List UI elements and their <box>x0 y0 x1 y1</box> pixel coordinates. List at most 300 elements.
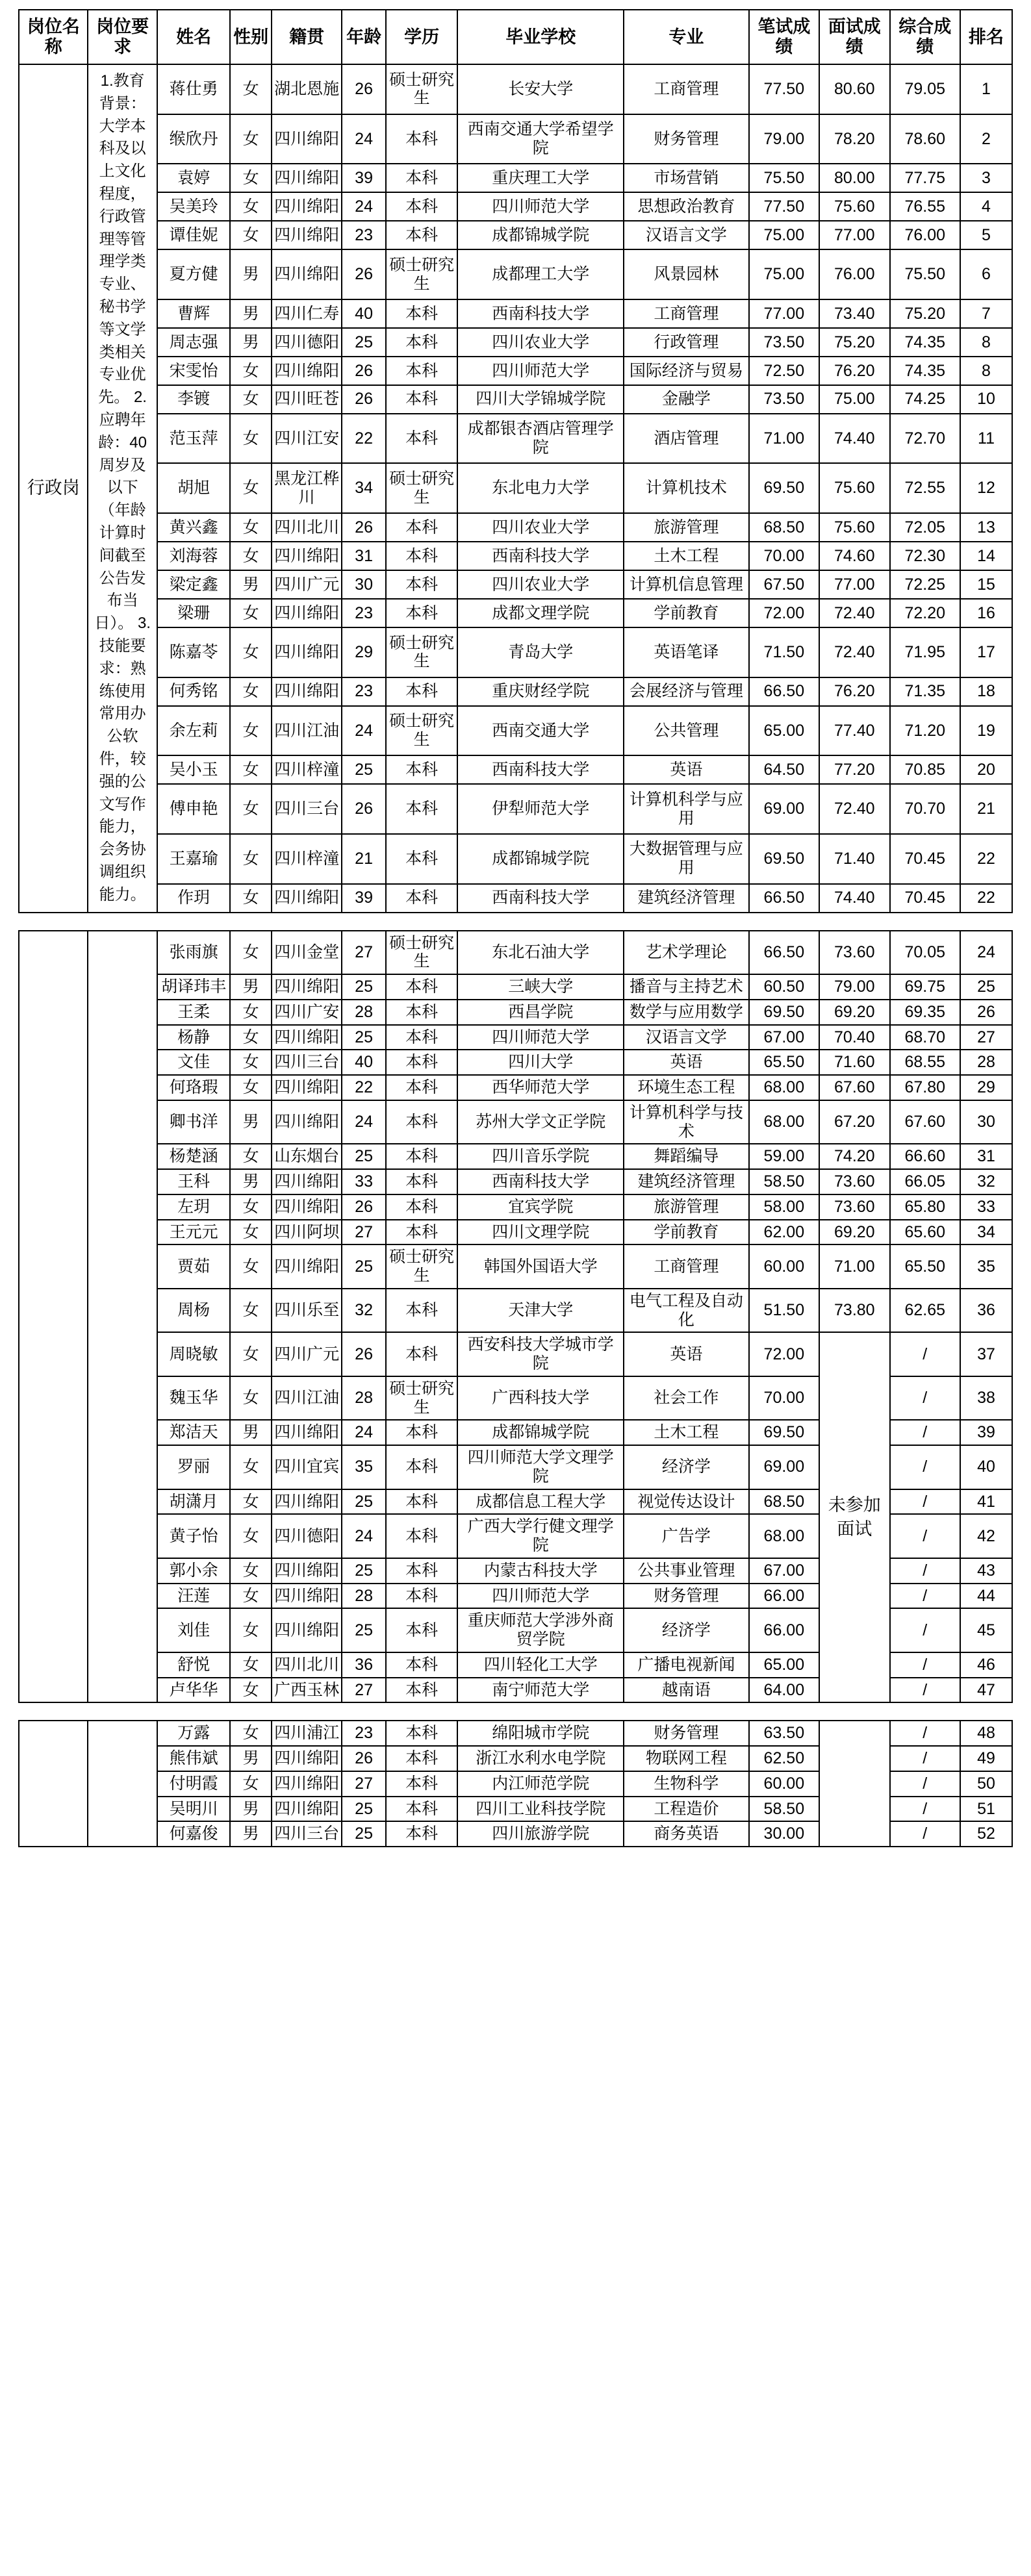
candidate-education: 本科 <box>386 1771 458 1797</box>
total-score: 74.35 <box>890 357 960 385</box>
written-score: 69.00 <box>749 784 819 834</box>
table-body-part2 <box>19 931 1012 1703</box>
candidate-age: 30 <box>342 570 386 599</box>
rank: 29 <box>960 1075 1012 1100</box>
candidate-education: 本科 <box>386 1821 458 1847</box>
candidate-education: 本科 <box>386 221 458 249</box>
table-row <box>19 328 1012 357</box>
candidate-age: 26 <box>342 1746 386 1771</box>
candidate-school: 成都文理学院 <box>457 599 624 627</box>
candidate-name: 缑欣丹 <box>157 114 231 164</box>
candidate-age: 26 <box>342 1332 386 1376</box>
candidate-major: 英语笔译 <box>624 627 748 677</box>
candidate-sex: 女 <box>230 1558 271 1584</box>
candidate-school: 四川工业科技学院 <box>457 1797 624 1822</box>
candidate-name: 文佳 <box>157 1050 231 1075</box>
table-row <box>19 1100 1012 1144</box>
candidate-name: 余左莉 <box>157 706 231 756</box>
candidate-origin: 四川绵阳 <box>272 1558 342 1584</box>
candidate-name: 魏玉华 <box>157 1376 231 1421</box>
candidate-major: 国际经济与贸易 <box>624 357 748 385</box>
candidate-sex: 女 <box>230 677 271 706</box>
rank: 27 <box>960 1025 1012 1050</box>
candidate-education: 硕士研究生 <box>386 249 458 299</box>
candidate-school: 四川师范大学 <box>457 357 624 385</box>
interview-score: 77.20 <box>819 755 889 784</box>
candidate-name: 李镀 <box>157 385 231 414</box>
candidate-major: 舞蹈编导 <box>624 1144 748 1169</box>
candidate-school: 西南科技大学 <box>457 542 624 570</box>
candidate-age: 26 <box>342 357 386 385</box>
candidate-name: 袁婷 <box>157 164 231 192</box>
candidate-school: 四川师范大学 <box>457 1584 624 1609</box>
candidate-name: 杨楚涵 <box>157 1144 231 1169</box>
candidate-age: 26 <box>342 513 386 542</box>
rank: 15 <box>960 570 1012 599</box>
candidate-origin: 四川北川 <box>272 513 342 542</box>
candidate-age: 25 <box>342 328 386 357</box>
candidate-age: 23 <box>342 599 386 627</box>
total-score: / <box>890 1608 960 1652</box>
total-score: / <box>890 1678 960 1703</box>
candidate-name: 黄子怡 <box>157 1514 231 1558</box>
candidate-school: 韩国外国语大学 <box>457 1244 624 1289</box>
written-score: 58.50 <box>749 1169 819 1194</box>
candidate-major: 播音与主持艺术 <box>624 974 748 1000</box>
written-score: 59.00 <box>749 1144 819 1169</box>
candidate-education: 本科 <box>386 114 458 164</box>
total-score: 62.65 <box>890 1289 960 1333</box>
rank: 7 <box>960 299 1012 328</box>
table-row <box>19 1721 1012 1746</box>
table-row <box>19 1289 1012 1333</box>
candidate-school: 天津大学 <box>457 1289 624 1333</box>
candidate-sex: 女 <box>230 463 271 513</box>
candidate-school: 四川农业大学 <box>457 328 624 357</box>
interview-score: 73.60 <box>819 1169 889 1194</box>
candidate-name: 杨静 <box>157 1025 231 1050</box>
candidate-sex: 女 <box>230 64 271 114</box>
header-rank: 排名 <box>960 10 1012 64</box>
rank: 44 <box>960 1584 1012 1609</box>
results-table-part1 <box>18 9 1013 913</box>
candidate-name: 周晓敏 <box>157 1332 231 1376</box>
candidate-origin: 湖北恩施 <box>272 64 342 114</box>
rank: 43 <box>960 1558 1012 1584</box>
candidate-age: 27 <box>342 931 386 975</box>
candidate-major: 电气工程及自动化 <box>624 1289 748 1333</box>
candidate-sex: 男 <box>230 299 271 328</box>
candidate-sex: 女 <box>230 931 271 975</box>
candidate-sex: 女 <box>230 1000 271 1025</box>
candidate-education: 本科 <box>386 1445 458 1489</box>
total-score: / <box>890 1721 960 1746</box>
candidate-origin: 四川绵阳 <box>272 221 342 249</box>
candidate-name: 郭小余 <box>157 1558 231 1584</box>
candidate-origin: 四川乐至 <box>272 1289 342 1333</box>
candidate-major: 视觉传达设计 <box>624 1489 748 1515</box>
candidate-school: 四川旅游学院 <box>457 1821 624 1847</box>
header-post-name: 岗位名称 <box>19 10 88 64</box>
candidate-name: 宋雯怡 <box>157 357 231 385</box>
written-score: 69.50 <box>749 1420 819 1445</box>
candidate-education: 本科 <box>386 1220 458 1245</box>
candidate-education: 硕士研究生 <box>386 1376 458 1421</box>
candidate-major: 建筑经济管理 <box>624 1169 748 1194</box>
interview-score: 77.00 <box>819 570 889 599</box>
no-interview-note <box>819 1721 889 1847</box>
candidate-sex: 女 <box>230 1514 271 1558</box>
interview-score: 67.20 <box>819 1100 889 1144</box>
rank: 33 <box>960 1194 1012 1220</box>
candidate-origin: 四川绵阳 <box>272 1075 342 1100</box>
total-score: / <box>890 1332 960 1376</box>
candidate-name: 万露 <box>157 1721 231 1746</box>
written-score: 72.50 <box>749 357 819 385</box>
candidate-major: 工商管理 <box>624 1244 748 1289</box>
header-major: 专业 <box>624 10 748 64</box>
interview-score: 78.20 <box>819 114 889 164</box>
table-row <box>19 249 1012 299</box>
candidate-origin: 四川绵阳 <box>272 1100 342 1144</box>
candidate-education: 本科 <box>386 599 458 627</box>
candidate-sex: 女 <box>230 414 271 464</box>
candidate-name: 周志强 <box>157 328 231 357</box>
candidate-age: 22 <box>342 1075 386 1100</box>
candidate-major: 数学与应用数学 <box>624 1000 748 1025</box>
candidate-origin: 四川仁寿 <box>272 299 342 328</box>
candidate-name: 王嘉瑜 <box>157 834 231 884</box>
rank: 38 <box>960 1376 1012 1421</box>
candidate-sex: 女 <box>230 1244 271 1289</box>
candidate-education: 本科 <box>386 1797 458 1822</box>
candidate-age: 25 <box>342 1821 386 1847</box>
candidate-origin: 四川绵阳 <box>272 192 342 221</box>
candidate-school: 重庆师范大学涉外商贸学院 <box>457 1608 624 1652</box>
candidate-sex: 女 <box>230 1025 271 1050</box>
candidate-education: 本科 <box>386 884 458 913</box>
total-score: 79.05 <box>890 64 960 114</box>
candidate-age: 34 <box>342 463 386 513</box>
candidate-name: 左玥 <box>157 1194 231 1220</box>
candidate-education: 硕士研究生 <box>386 931 458 975</box>
candidate-education: 硕士研究生 <box>386 463 458 513</box>
candidate-education: 本科 <box>386 1100 458 1144</box>
candidate-school: 成都信息工程大学 <box>457 1489 624 1515</box>
candidate-origin: 四川绵阳 <box>272 599 342 627</box>
interview-score: 76.00 <box>819 249 889 299</box>
candidate-age: 26 <box>342 385 386 414</box>
written-score: 70.00 <box>749 542 819 570</box>
candidate-sex: 女 <box>230 1489 271 1515</box>
written-score: 69.50 <box>749 1000 819 1025</box>
rank: 45 <box>960 1608 1012 1652</box>
rank: 24 <box>960 931 1012 975</box>
candidate-education: 本科 <box>386 1194 458 1220</box>
candidate-major: 大数据管理与应用 <box>624 834 748 884</box>
candidate-name: 黄兴鑫 <box>157 513 231 542</box>
interview-score: 80.60 <box>819 64 889 114</box>
candidate-name: 熊伟斌 <box>157 1746 231 1771</box>
candidate-education: 本科 <box>386 542 458 570</box>
candidate-origin: 四川旺苍 <box>272 385 342 414</box>
post-name-cell <box>19 1721 88 1847</box>
candidate-origin: 四川梓潼 <box>272 755 342 784</box>
candidate-education: 硕士研究生 <box>386 64 458 114</box>
written-score: 64.00 <box>749 1678 819 1703</box>
table-row <box>19 931 1012 975</box>
total-score: / <box>890 1514 960 1558</box>
candidate-origin: 四川梓潼 <box>272 834 342 884</box>
candidate-name: 梁定鑫 <box>157 570 231 599</box>
rank: 11 <box>960 414 1012 464</box>
table-body-part3 <box>19 1721 1012 1847</box>
total-score: 69.75 <box>890 974 960 1000</box>
candidate-sex: 女 <box>230 542 271 570</box>
written-score: 60.00 <box>749 1771 819 1797</box>
candidate-age: 24 <box>342 706 386 756</box>
candidate-origin: 四川绵阳 <box>272 1194 342 1220</box>
written-score: 65.00 <box>749 1652 819 1678</box>
candidate-sex: 女 <box>230 706 271 756</box>
candidate-sex: 女 <box>230 1194 271 1220</box>
table-row <box>19 1244 1012 1289</box>
candidate-education: 本科 <box>386 1420 458 1445</box>
rank: 5 <box>960 221 1012 249</box>
total-score: 68.55 <box>890 1050 960 1075</box>
written-score: 65.00 <box>749 706 819 756</box>
candidate-sex: 女 <box>230 1050 271 1075</box>
written-score: 77.50 <box>749 64 819 114</box>
rank: 18 <box>960 677 1012 706</box>
candidate-school: 成都锦城学院 <box>457 221 624 249</box>
candidate-major: 财务管理 <box>624 1584 748 1609</box>
candidate-education: 本科 <box>386 1000 458 1025</box>
candidate-education: 本科 <box>386 192 458 221</box>
candidate-age: 25 <box>342 755 386 784</box>
written-score: 60.00 <box>749 1244 819 1289</box>
candidate-sex: 男 <box>230 328 271 357</box>
written-score: 69.50 <box>749 463 819 513</box>
candidate-major: 广播电视新闻 <box>624 1652 748 1678</box>
candidate-name: 汪莲 <box>157 1584 231 1609</box>
candidate-school: 西南科技大学 <box>457 299 624 328</box>
written-score: 65.50 <box>749 1050 819 1075</box>
total-score: / <box>890 1420 960 1445</box>
candidate-origin: 四川绵阳 <box>272 1244 342 1289</box>
candidate-major: 建筑经济管理 <box>624 884 748 913</box>
written-score: 75.50 <box>749 164 819 192</box>
total-score: / <box>890 1821 960 1847</box>
candidate-age: 25 <box>342 1025 386 1050</box>
rank: 2 <box>960 114 1012 164</box>
interview-score: 74.60 <box>819 542 889 570</box>
candidate-sex: 男 <box>230 974 271 1000</box>
candidate-age: 24 <box>342 192 386 221</box>
rank: 20 <box>960 755 1012 784</box>
table-row <box>19 706 1012 756</box>
candidate-sex: 女 <box>230 1771 271 1797</box>
candidate-age: 26 <box>342 64 386 114</box>
candidate-name: 罗丽 <box>157 1445 231 1489</box>
candidate-school: 四川大学锦城学院 <box>457 385 624 414</box>
table-row <box>19 114 1012 164</box>
rank: 26 <box>960 1000 1012 1025</box>
candidate-school: 四川师范大学 <box>457 192 624 221</box>
total-score: 71.35 <box>890 677 960 706</box>
candidate-major: 土木工程 <box>624 542 748 570</box>
candidate-age: 35 <box>342 1445 386 1489</box>
candidate-major: 土木工程 <box>624 1420 748 1445</box>
rank: 49 <box>960 1746 1012 1771</box>
candidate-school: 西南交通大学 <box>457 706 624 756</box>
candidate-name: 陈嘉苓 <box>157 627 231 677</box>
candidate-school: 绵阳城市学院 <box>457 1721 624 1746</box>
total-score: 66.60 <box>890 1144 960 1169</box>
candidate-age: 26 <box>342 784 386 834</box>
candidate-sex: 女 <box>230 1332 271 1376</box>
candidate-school: 成都锦城学院 <box>457 1420 624 1445</box>
table-row <box>19 1000 1012 1025</box>
rank: 40 <box>960 1445 1012 1489</box>
interview-score: 73.60 <box>819 931 889 975</box>
candidate-name: 胡旭 <box>157 463 231 513</box>
table-body-part1 <box>19 64 1012 912</box>
header-age: 年龄 <box>342 10 386 64</box>
candidate-major: 艺术学理论 <box>624 931 748 975</box>
interview-score: 73.60 <box>819 1194 889 1220</box>
candidate-school: 南宁师范大学 <box>457 1678 624 1703</box>
written-score: 30.00 <box>749 1821 819 1847</box>
candidate-age: 28 <box>342 1376 386 1421</box>
candidate-major: 公共管理 <box>624 706 748 756</box>
candidate-sex: 男 <box>230 1420 271 1445</box>
candidate-name: 胡译玮丰 <box>157 974 231 1000</box>
candidate-origin: 四川广安 <box>272 1000 342 1025</box>
candidate-school: 四川师范大学 <box>457 1025 624 1050</box>
candidate-age: 28 <box>342 1000 386 1025</box>
written-score: 66.00 <box>749 1608 819 1652</box>
candidate-name: 胡潇月 <box>157 1489 231 1515</box>
candidate-origin: 四川江安 <box>272 414 342 464</box>
total-score: 70.05 <box>890 931 960 975</box>
candidate-major: 社会工作 <box>624 1376 748 1421</box>
written-score: 68.00 <box>749 1100 819 1144</box>
total-score: 67.80 <box>890 1075 960 1100</box>
candidate-age: 40 <box>342 299 386 328</box>
candidate-school: 宜宾学院 <box>457 1194 624 1220</box>
candidate-education: 本科 <box>386 1514 458 1558</box>
candidate-education: 本科 <box>386 974 458 1000</box>
interview-score: 75.60 <box>819 463 889 513</box>
total-score: 74.25 <box>890 385 960 414</box>
candidate-sex: 男 <box>230 1100 271 1144</box>
candidate-origin: 四川德阳 <box>272 1514 342 1558</box>
table-row <box>19 677 1012 706</box>
rank: 21 <box>960 784 1012 834</box>
candidate-age: 25 <box>342 1797 386 1822</box>
candidate-name: 王科 <box>157 1169 231 1194</box>
candidate-major: 英语 <box>624 1332 748 1376</box>
interview-score: 71.60 <box>819 1050 889 1075</box>
total-score: 78.60 <box>890 114 960 164</box>
candidate-major: 经济学 <box>624 1608 748 1652</box>
header-name: 姓名 <box>157 10 231 64</box>
candidate-sex: 男 <box>230 1169 271 1194</box>
rank: 50 <box>960 1771 1012 1797</box>
total-score: / <box>890 1584 960 1609</box>
table-row <box>19 513 1012 542</box>
candidate-major: 市场营销 <box>624 164 748 192</box>
interview-score: 69.20 <box>819 1220 889 1245</box>
candidate-sex: 女 <box>230 1220 271 1245</box>
candidate-origin: 四川三台 <box>272 1050 342 1075</box>
rank: 52 <box>960 1821 1012 1847</box>
candidate-age: 25 <box>342 1144 386 1169</box>
candidate-sex: 女 <box>230 1289 271 1333</box>
candidate-age: 24 <box>342 1514 386 1558</box>
candidate-name: 周杨 <box>157 1289 231 1333</box>
candidate-school: 重庆理工大学 <box>457 164 624 192</box>
candidate-sex: 女 <box>230 1652 271 1678</box>
written-score: 68.50 <box>749 513 819 542</box>
candidate-name: 作玥 <box>157 884 231 913</box>
candidate-sex: 女 <box>230 1608 271 1652</box>
rank: 6 <box>960 249 1012 299</box>
candidate-age: 23 <box>342 677 386 706</box>
candidate-education: 本科 <box>386 357 458 385</box>
header-education: 学历 <box>386 10 458 64</box>
table-header-row <box>19 10 1012 64</box>
interview-score: 74.40 <box>819 884 889 913</box>
written-score: 68.00 <box>749 1075 819 1100</box>
total-score: 71.95 <box>890 627 960 677</box>
rank: 12 <box>960 463 1012 513</box>
candidate-age: 40 <box>342 1050 386 1075</box>
header-total-score: 综合成绩 <box>890 10 960 64</box>
candidate-education: 本科 <box>386 1050 458 1075</box>
interview-score: 69.20 <box>819 1000 889 1025</box>
rank: 30 <box>960 1100 1012 1144</box>
candidate-major: 旅游管理 <box>624 513 748 542</box>
candidate-age: 32 <box>342 1289 386 1333</box>
table-row <box>19 755 1012 784</box>
candidate-sex: 女 <box>230 884 271 913</box>
header-school: 毕业学校 <box>457 10 624 64</box>
candidate-major: 思想政治教育 <box>624 192 748 221</box>
interview-score: 76.20 <box>819 357 889 385</box>
rank: 48 <box>960 1721 1012 1746</box>
total-score: 74.35 <box>890 328 960 357</box>
candidate-age: 25 <box>342 1608 386 1652</box>
candidate-name: 刘佳 <box>157 1608 231 1652</box>
interview-score: 80.00 <box>819 164 889 192</box>
rank: 28 <box>960 1050 1012 1075</box>
interview-score: 76.20 <box>819 677 889 706</box>
rank: 47 <box>960 1678 1012 1703</box>
written-score: 71.50 <box>749 627 819 677</box>
candidate-origin: 四川江油 <box>272 706 342 756</box>
candidate-origin: 四川绵阳 <box>272 357 342 385</box>
candidate-school: 苏州大学文正学院 <box>457 1100 624 1144</box>
rank: 17 <box>960 627 1012 677</box>
candidate-sex: 女 <box>230 784 271 834</box>
candidate-origin: 四川绵阳 <box>272 1771 342 1797</box>
table-row <box>19 1194 1012 1220</box>
candidate-name: 梁珊 <box>157 599 231 627</box>
candidate-education: 本科 <box>386 299 458 328</box>
candidate-major: 越南语 <box>624 1678 748 1703</box>
